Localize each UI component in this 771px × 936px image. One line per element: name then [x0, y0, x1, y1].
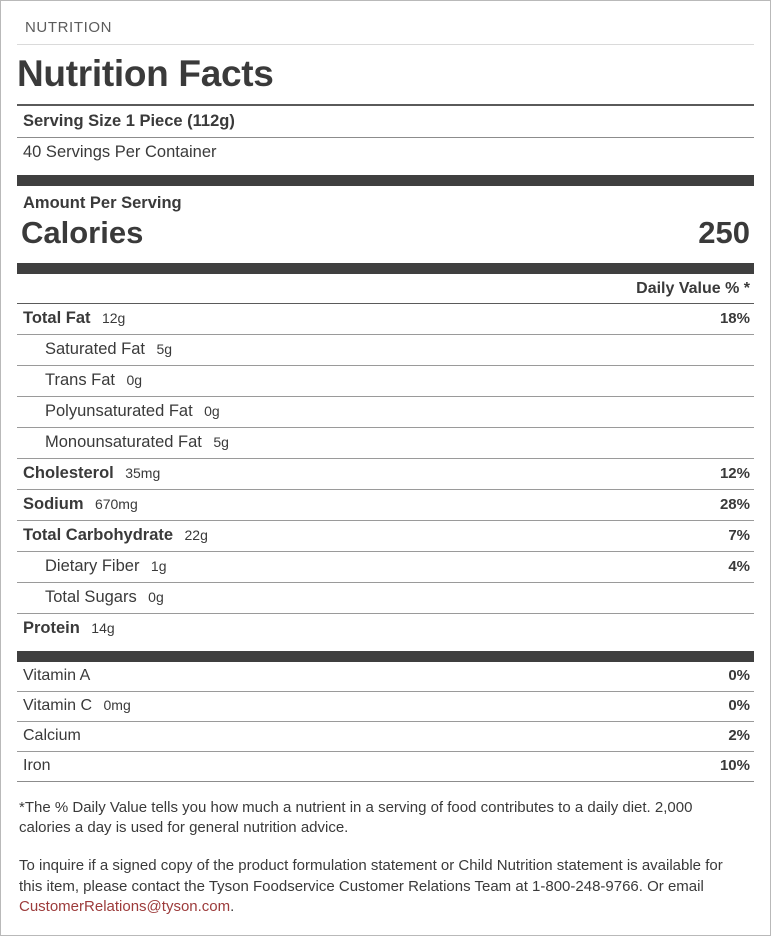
- eyebrow-divider: [17, 44, 754, 45]
- nutrient-daily-value: 4%: [728, 557, 750, 575]
- nutrition-facts-inner: [1, 1, 770, 917]
- contact-text-after: .: [230, 897, 235, 915]
- serving-size: Serving Size 1 Piece (112g): [23, 111, 235, 130]
- page-title: Nutrition Facts: [17, 53, 274, 94]
- nutrient-name: Trans Fat: [45, 370, 115, 389]
- nutrient-amount: 5g: [213, 433, 229, 450]
- table-row: [17, 489, 754, 520]
- vitamin-daily-value: 0%: [728, 666, 750, 684]
- amount-per-serving-label: Amount Per Serving: [23, 193, 182, 212]
- nutrient-amount: 12g: [101, 309, 126, 326]
- table-row: [17, 721, 754, 751]
- vitamin-daily-value: 10%: [719, 756, 750, 774]
- table-row: [17, 365, 754, 396]
- nutrient-name: Total Sugars: [45, 587, 137, 606]
- vitamin-amount: 0mg: [103, 696, 131, 713]
- table-row: [17, 396, 754, 427]
- vitamin-table: [17, 662, 754, 782]
- vitamin-daily-value: 0%: [728, 696, 750, 714]
- nutrient-amount: 0g: [126, 371, 143, 388]
- nutrient-amount: 5g: [156, 340, 173, 357]
- nutrient-daily-value: 12%: [719, 464, 750, 482]
- table-row: [17, 458, 754, 489]
- nutrient-amount: 0g: [204, 402, 220, 419]
- nutrient-name: Monounsaturated Fat: [45, 432, 202, 451]
- table-row: [17, 551, 754, 582]
- nutrient-name: Cholesterol: [23, 463, 114, 482]
- contact-paragraph: [17, 838, 754, 917]
- calories-value: 250: [698, 214, 750, 250]
- nutrient-name: Sodium: [23, 494, 84, 513]
- thick-divider-calories: [17, 263, 754, 274]
- nutrient-daily-value: 28%: [719, 495, 750, 513]
- thick-divider-top: [17, 175, 754, 186]
- nutrient-name: Total Carbohydrate: [23, 525, 174, 544]
- nutrient-name: Polyunsaturated Fat: [45, 401, 193, 420]
- nutrient-amount: 14g: [91, 619, 115, 636]
- table-row: [17, 520, 754, 551]
- nutrient-name: Saturated Fat: [45, 339, 145, 358]
- thick-divider-vitamins: [17, 651, 754, 662]
- nutrient-daily-value: 18%: [719, 309, 750, 327]
- daily-value-footnote: *The % Daily Value tells you how much a nutrient in a serving of food contributes to a daily diet. 2,000 calories a day is used for general nutrition advice.: [19, 798, 693, 837]
- daily-value-header: Daily Value % *: [636, 279, 750, 297]
- vitamin-amount: [90, 667, 97, 683]
- nutrient-name: Dietary Fiber: [45, 556, 140, 575]
- table-row: [17, 334, 754, 365]
- table-row: [17, 427, 754, 458]
- table-row: [17, 582, 754, 613]
- vitamin-name: Iron: [23, 756, 51, 774]
- calories-row: [17, 215, 754, 255]
- nutrient-daily-value: 7%: [728, 526, 750, 544]
- section-eyebrow: NUTRITION: [25, 19, 113, 36]
- nutrient-name: Protein: [23, 618, 80, 637]
- contact-email-link[interactable]: CustomerRelations@tyson.com: [19, 897, 231, 915]
- table-row: [17, 751, 754, 781]
- nutrient-amount: 1g: [150, 557, 167, 574]
- nutrient-table: [17, 303, 754, 644]
- vitamin-name: Vitamin C: [23, 696, 93, 714]
- servings-per-container: 40 Servings Per Container: [23, 142, 217, 161]
- vitamin-amount: [81, 727, 88, 743]
- table-row: [17, 613, 754, 644]
- nutrient-amount: 35mg: [125, 464, 161, 481]
- nutrient-amount: 670mg: [94, 495, 138, 512]
- vitamin-name: Vitamin A: [23, 666, 91, 684]
- calories-label: Calories: [21, 214, 144, 250]
- nutrient-name: Total Fat: [23, 308, 91, 327]
- nutrient-amount: 0g: [148, 588, 164, 605]
- vitamin-daily-value: 2%: [728, 726, 750, 744]
- table-row: [17, 691, 754, 721]
- table-row: [17, 303, 754, 334]
- table-row: [17, 662, 754, 691]
- nutrient-amount: 22g: [184, 526, 208, 543]
- vitamin-amount: [51, 757, 58, 773]
- vitamin-name: Calcium: [23, 726, 81, 744]
- contact-text-before: To inquire if a signed copy of the product formulation statement or Child Nutrition statement is available for this item, please contact the Tyson Foodservice Customer Relations Team at 1-800-248-9766. Or email: [19, 857, 723, 895]
